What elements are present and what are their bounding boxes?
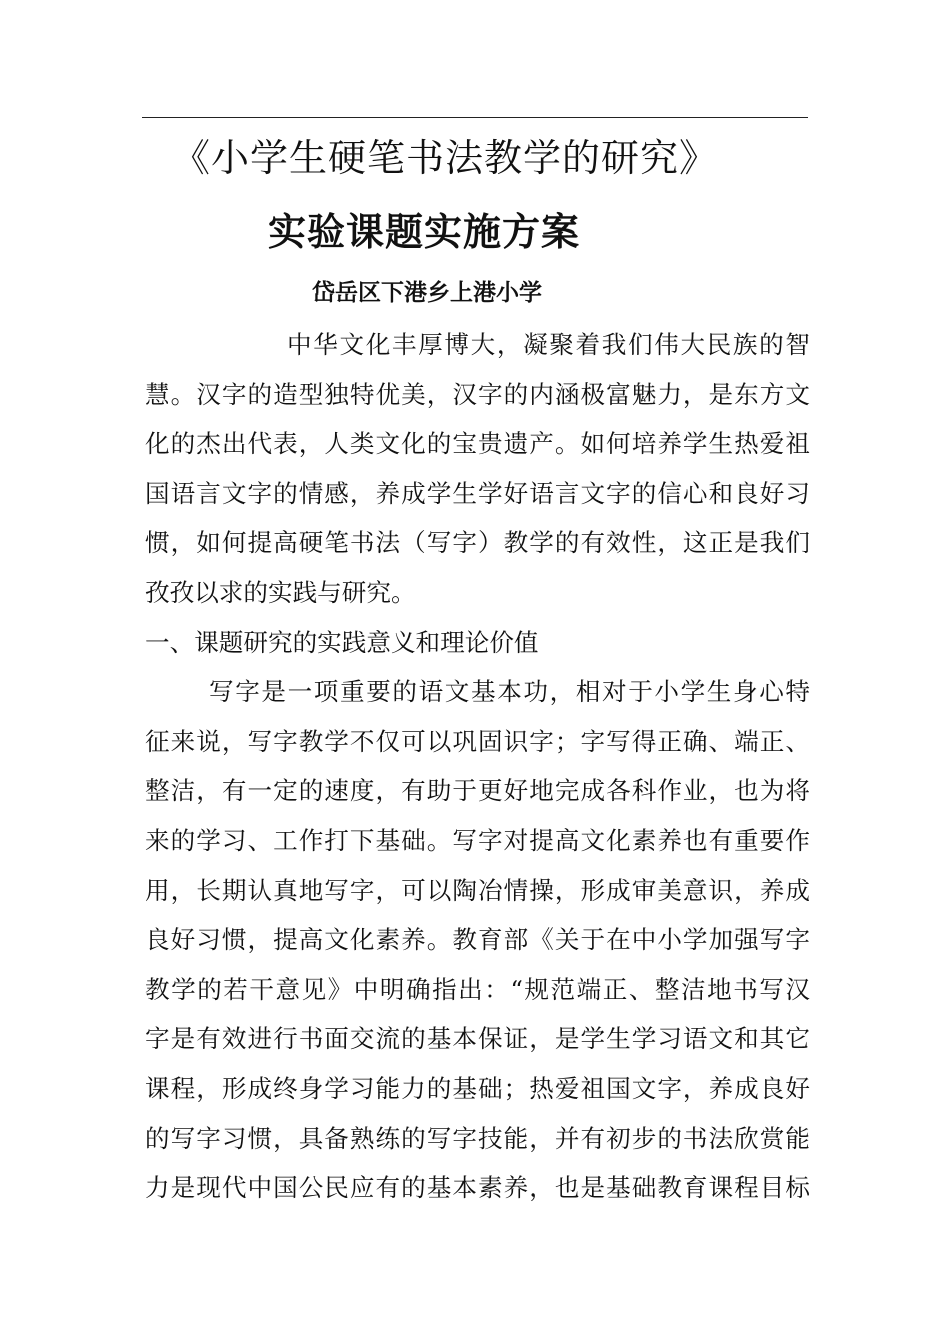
text-line: 来的学习、工作打下基础。写字对提高文化素养也有重要作 [145, 825, 810, 855]
text-line: 整洁，有一定的速度，有助于更好地完成各科作业，也为将 [145, 776, 810, 806]
header-rule [142, 117, 808, 118]
text-line: 化的杰出代表，人类文化的宝贵遗产。如何培养学生热爱祖 [145, 429, 810, 459]
text-line: 慧。汉字的造型独特优美，汉字的内涵极富魅力，是东方文 [145, 379, 810, 409]
text-line: 征来说，写字教学不仅可以巩固识字；字写得正确、端正、 [145, 726, 810, 756]
section-heading: 一、课题研究的实践意义和理论价值 [145, 627, 539, 657]
body-text [145, 320, 810, 1213]
text-line: 写字是一项重要的语文基本功，相对于小学生身心特 [209, 677, 810, 707]
text-line: 良好习惯，提高文化素养。教育部《关于在中小学加强写字 [145, 925, 810, 955]
text-line: 惯，如何提高硬笔书法（写字）教学的有效性，这正是我们 [145, 528, 810, 558]
text-line: 力是现代中国公民应有的基本素养，也是基础教育课程目标 [145, 1173, 810, 1203]
text-line: 用，长期认真地写字，可以陶冶情操，形成审美意识，养成 [145, 875, 810, 905]
text-line: 孜孜以求的实践与研究。 [145, 577, 416, 607]
text-line: 字是有效进行书面交流的基本保证，是学生学习语文和其它 [145, 1024, 810, 1054]
text-line: 中华文化丰厚博大，凝聚着我们伟大民族的智 [287, 330, 810, 359]
text-line: 教学的若干意见》中明确指出：“规范端正、整洁地书写汉 [145, 974, 810, 1004]
text-line: 国语言文字的情感，养成学生学好语言文字的信心和良好习 [145, 478, 810, 508]
text-line: 的写字习惯，具备熟练的写字技能，并有初步的书法欣赏能 [145, 1123, 810, 1153]
document-subtitle: 实验课题实施方案 [268, 209, 581, 254]
document-title: 《小学生硬笔书法教学的研究》 [172, 136, 719, 180]
text-line: 课程，形成终身学习能力的基础；热爱祖国文字，养成良好 [145, 1073, 810, 1103]
school-name: 岱岳区下港乡上港小学 [312, 280, 542, 306]
